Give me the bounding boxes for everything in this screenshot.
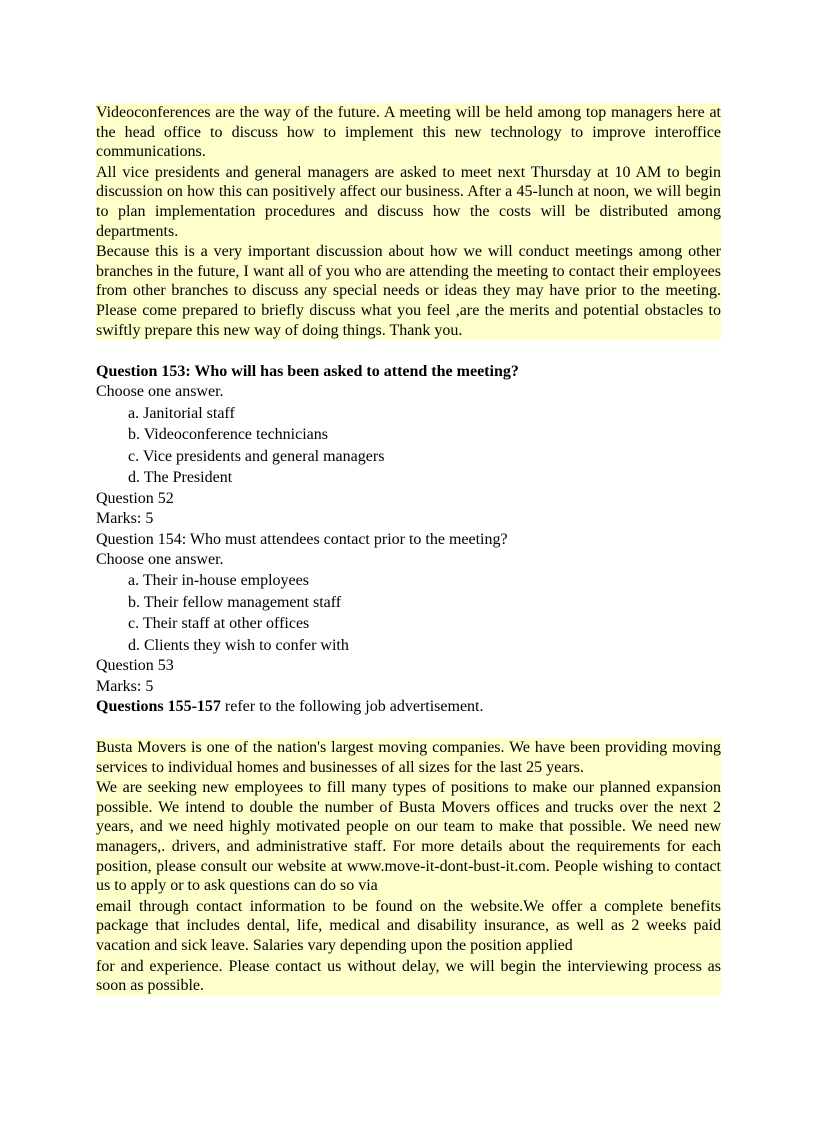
passage-paragraph: Busta Movers is one of the nation's largest moving companies. We have been providing moving services to individual homes and businesses of all sizes for the last 25 years.: [96, 739, 721, 776]
passage-paragraph: Because this is a very important discussion about how we will conduct meetings among other branches in the future, I want all of you who are attending the meeting to contact their employees from other branches to discuss any special needs or ideas they may have prior to the meeting. Please come prepared to briefly discuss what you feel ,are the merits and potential obstacles to swiftly prepare this new way of doing things. Thank you.: [96, 243, 721, 339]
passage-paragraph: email through contact information to be found on the website.We offer a complete benefits package that includes dental, life, medical and disability insurance, as well as 2 weeks paid vacation and sick leave. Salaries vary depending upon the position applied: [96, 897, 721, 954]
question-52-marks: Marks: 5: [96, 510, 154, 528]
questions-reference: [96, 697, 721, 717]
passage-paragraph: All vice presidents and general managers are asked to meet next Thursday at 10 AM to begin discussion on how this can positively affect our business. After a 45-lunch at noon, we will begin to plan implementation procedures and discuss how the costs will be distributed among departments.: [96, 163, 721, 240]
passage-paragraph: Videoconferences are the way of the future. A meeting will be held among top managers here at the head office to discuss how to implement this new technology to improve interoffice communications.: [96, 104, 721, 161]
answer-option[interactable]: d. Clients they wish to confer with: [128, 636, 349, 654]
answer-option[interactable]: a. Janitorial staff: [128, 404, 235, 422]
answer-option[interactable]: d. The President: [128, 469, 233, 487]
question-53-label: Question 53: [96, 657, 174, 675]
answer-option[interactable]: b. Their fellow management staff: [128, 593, 342, 611]
passage-paragraph: for and experience. Please contact us without delay, we will begin the interviewing process as soon as possible.: [96, 957, 721, 995]
question-153-instruction: Choose one answer.: [96, 383, 224, 401]
questions-reference-text: refer to the following job advertisement.: [220, 698, 484, 716]
passage-job-advertisement: [96, 738, 721, 996]
passage-videoconference: [96, 103, 721, 340]
answer-option[interactable]: b. Videoconference technicians: [128, 426, 328, 444]
question-154-instruction: Choose one answer.: [96, 550, 224, 568]
passage-paragraph: We are seeking new employees to fill many types of positions to make our planned expansion possible. We intend to double the number of Busta Movers offices and trucks over the next 2 years, and we need highly motivated people on our team to make that possible. We need new managers,. drivers, and administrative staff. For more details about the requirements for each position, please consult our website at www.move-it-dont-bust-it.com. People wishing to contact us to apply or to ask questions can do so via: [96, 779, 721, 895]
question-154-title: Question 154: Who must attendees contact prior to the meeting?: [96, 530, 508, 548]
questions-reference-range: Questions 155-157: [96, 698, 221, 716]
question-153-title: Question 153: Who will has been asked to attend the meeting?: [96, 363, 519, 380]
questions-section: [96, 362, 721, 718]
answer-option[interactable]: c. Vice presidents and general managers: [128, 447, 385, 465]
question-52-label: Question 52: [96, 489, 174, 507]
answer-option[interactable]: a. Their in-house employees: [128, 572, 309, 590]
answer-option[interactable]: c. Their staff at other offices: [128, 615, 310, 633]
question-53-marks: Marks: 5: [96, 677, 154, 695]
